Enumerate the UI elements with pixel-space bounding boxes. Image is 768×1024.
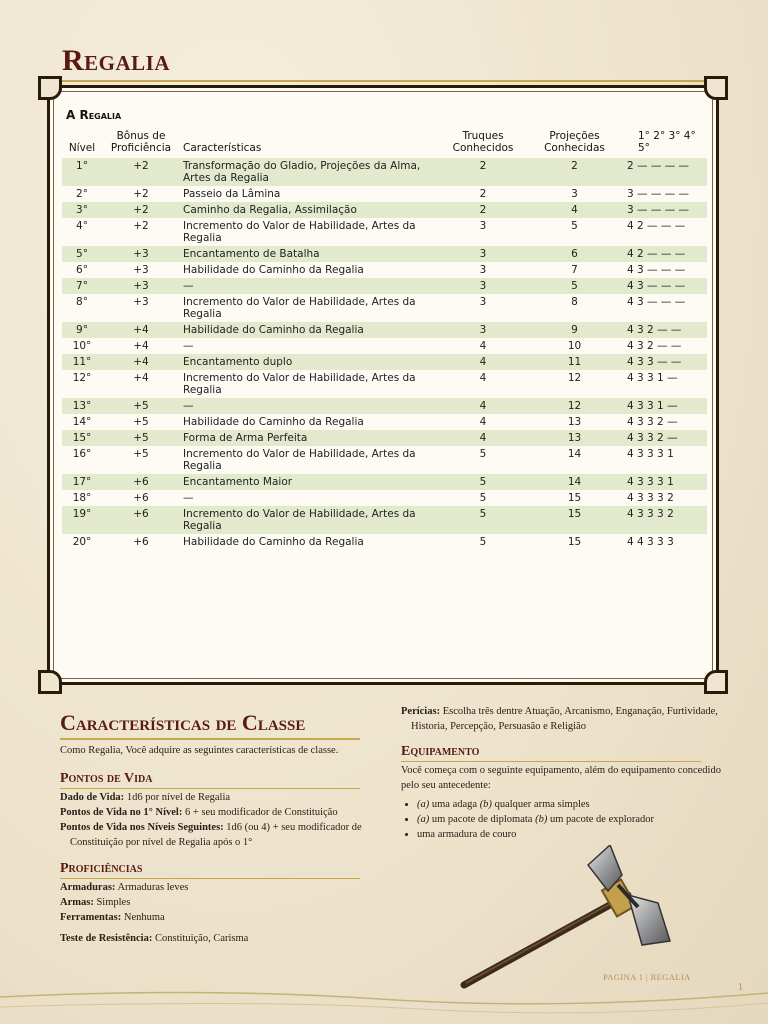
spell-slots-cell: 4 2 — — — [627, 220, 686, 232]
features-cell: Encantamento duplo [180, 354, 441, 370]
proficiency-bonus-cell: +2 [102, 158, 180, 186]
cantrips-known-cell: 5 [441, 506, 525, 534]
spell-slots-cell: 4 3 3 3 1 [624, 474, 707, 490]
spells-known-cell: 12 [525, 398, 624, 414]
spell-slots-cell: 3 — — — — [624, 202, 707, 218]
level-cell: 10° [72, 340, 92, 352]
left-column [60, 708, 370, 946]
hit-points-list [60, 790, 370, 850]
proficiency-bonus-cell: +5 [102, 398, 180, 414]
table-row [62, 370, 707, 398]
proficiency-bonus-cell: +3 [133, 296, 149, 308]
level-cell: 9° [62, 322, 102, 338]
features-cell: Transformação do Gladio, Projeções da Alma, Artes da Regalia [180, 158, 441, 186]
table-row [62, 294, 707, 322]
cantrips-known-cell: 4 [479, 416, 487, 428]
spell-slots-cell: 4 3 3 1 — [627, 372, 678, 384]
spells-known-cell: 15 [567, 492, 582, 504]
level-cell: 18° [72, 492, 92, 504]
features-cell: Caminho da Regalia, Assimilação [180, 202, 441, 218]
hit-dice-line: Dado de Vida: 1d6 por nível de Regalia [60, 792, 231, 803]
cantrips-known-cell: 4 [479, 372, 487, 384]
hit-points-first-level-line: Pontos de Vida no 1° Nível: 6 + seu modificador de Constituição [60, 807, 338, 818]
features-cell: — [183, 340, 194, 352]
class-features-intro: Como Regalia, Você adquire as seguintes características de classe. [60, 745, 339, 756]
level-cell: 7° [62, 278, 102, 294]
proficiency-bonus-cell: +3 [102, 246, 180, 262]
table-row [62, 534, 707, 550]
spell-slots-cell: 4 3 3 2 — [624, 430, 707, 446]
level-cell: 19° [62, 506, 102, 534]
spell-slots-cell: 3 — — — — [627, 188, 690, 200]
right-column [401, 704, 721, 842]
features-cell: Incremento do Valor de Habilidade, Artes da Regalia [183, 220, 416, 244]
features-cell: — [180, 398, 441, 414]
hit-points-heading: Pontos de Vida [60, 771, 153, 786]
spell-slots-cell: 4 4 3 3 3 [627, 536, 674, 548]
header-spell-slots: 1° 2° 3° 4° 5° [638, 130, 696, 154]
frame-corner-ornament [38, 670, 62, 694]
page-footer: PAGINA 1 | REGALIA [603, 972, 691, 982]
cantrips-known-cell: 4 [441, 354, 525, 370]
table-row [62, 506, 707, 534]
level-cell: 20° [72, 536, 92, 548]
level-cell: 15° [62, 430, 102, 446]
level-cell: 13° [62, 398, 102, 414]
proficiency-bonus-cell: +4 [102, 322, 180, 338]
level-cell: 5° [62, 246, 102, 262]
spell-slots-cell: 4 3 2 — — [627, 340, 682, 352]
spells-known-cell: 15 [567, 536, 582, 548]
spells-known-cell: 5 [525, 278, 624, 294]
level-cell: 14° [72, 416, 92, 428]
skills-line: Perícias: Escolha três dentre Atuação, Arcanismo, Enganação, Furtividade, Historia, Percepção, Persuasão e Religião [401, 706, 718, 732]
features-cell: Habilidade do Caminho da Regalia [180, 322, 441, 338]
spell-slots-cell: 4 3 3 3 1 [627, 448, 674, 460]
features-cell: Incremento do Valor de Habilidade, Artes da Regalia [183, 372, 416, 396]
spells-known-cell: 6 [525, 246, 624, 262]
proficiency-bonus-cell: +6 [102, 506, 180, 534]
spell-slots-cell: 2 — — — — [624, 158, 707, 186]
table-row [62, 262, 707, 278]
table-row [62, 202, 707, 218]
regalia-table-frame [47, 85, 719, 685]
header-features: Características [183, 142, 262, 154]
cantrips-known-cell: 3 [441, 278, 525, 294]
spell-slots-cell: 4 3 2 — — [624, 322, 707, 338]
subsection-divider [401, 761, 701, 762]
cantrips-known-cell: 2 [441, 158, 525, 186]
spells-known-cell: 14 [525, 474, 624, 490]
table-row [62, 322, 707, 338]
page-title: Regalia [62, 44, 171, 77]
cantrips-known-cell: 3 [479, 220, 487, 232]
frame-corner-ornament [704, 76, 728, 100]
cantrips-known-cell: 2 [441, 202, 525, 218]
equipment-item: • uma armadura de couro [417, 827, 721, 842]
spell-slots-cell: 4 3 — — — [624, 278, 707, 294]
spells-known-cell: 15 [525, 506, 624, 534]
proficiency-bonus-cell: +6 [102, 474, 180, 490]
features-cell: Incremento do Valor de Habilidade, Artes da Regalia [183, 448, 416, 472]
proficiency-bonus-cell: +3 [102, 278, 180, 294]
proficiency-bonus-cell: +2 [102, 202, 180, 218]
class-features-heading: Características de Classe [60, 710, 306, 735]
level-cell: 17° [62, 474, 102, 490]
spells-known-cell: 2 [525, 158, 624, 186]
spells-known-cell: 10 [567, 340, 582, 352]
cantrips-known-cell: 4 [441, 430, 525, 446]
proficiency-bonus-cell: +6 [133, 536, 149, 548]
proficiency-bonus-cell: +4 [133, 340, 149, 352]
cantrips-known-cell: 5 [479, 492, 487, 504]
features-cell: Forma de Arma Perfeita [180, 430, 441, 446]
table-row [62, 354, 707, 370]
level-cell: 3° [62, 202, 102, 218]
weapons-line: Armas: Simples [60, 897, 131, 908]
cantrips-known-cell: 4 [441, 398, 525, 414]
level-cell: 8° [76, 296, 88, 308]
tools-line: Ferramentas: Nenhuma [60, 912, 165, 923]
level-cell: 6° [76, 264, 88, 276]
level-cell: 16° [72, 448, 92, 460]
table-row [62, 278, 707, 294]
table-row [62, 430, 707, 446]
spell-slots-cell: 4 2 — — — [624, 246, 707, 262]
spell-slots-cell: 4 3 3 1 — [624, 398, 707, 414]
features-cell: Passeio da Lâmina [183, 188, 281, 200]
spells-known-cell: 7 [571, 264, 578, 276]
level-cell: 2° [76, 188, 88, 200]
hit-points-higher-levels-line: Pontos de Vida nos Níveis Seguintes: 1d6 (ou 4) + seu modificador de Constituição por nível de Regalia após o 1° [60, 822, 362, 848]
page-bottom-ornament [0, 985, 768, 1024]
class-progression-table [62, 130, 707, 550]
features-cell: Encantamento de Batalha [180, 246, 441, 262]
proficiency-bonus-cell: +4 [133, 372, 149, 384]
cantrips-known-cell: 3 [441, 246, 525, 262]
page-number: 1 [738, 982, 743, 993]
features-cell: Habilidade do Caminho da Regalia [183, 264, 364, 276]
features-cell: Incremento do Valor de Habilidade, Artes da Regalia [183, 296, 416, 320]
table-row [62, 474, 707, 490]
level-cell: 12° [72, 372, 92, 384]
saving-throws-line: Teste de Resistência: Constituição, Carisma [60, 933, 249, 944]
spells-known-cell: 5 [571, 220, 578, 232]
cantrips-known-cell: 2 [479, 188, 487, 200]
proficiency-bonus-cell: +5 [133, 448, 149, 460]
spells-known-cell: 13 [525, 430, 624, 446]
table-row [62, 186, 707, 202]
header-spells-known: Projeções Conhecidas [544, 130, 605, 154]
spell-slots-cell: 4 3 3 2 — [627, 416, 678, 428]
spell-slots-cell: 4 3 3 3 2 [627, 492, 674, 504]
cantrips-known-cell: 5 [441, 474, 525, 490]
spells-known-cell: 14 [567, 448, 582, 460]
table-header-row [62, 130, 707, 158]
table-row [62, 446, 707, 474]
section-divider [60, 738, 360, 740]
proficiency-bonus-cell: +2 [133, 188, 149, 200]
proficiency-bonus-cell: +4 [102, 354, 180, 370]
spells-known-cell: 4 [525, 202, 624, 218]
battle-axe-illustration [458, 845, 678, 993]
table-body [62, 158, 707, 550]
cantrips-known-cell: 5 [479, 448, 487, 460]
features-cell: Habilidade do Caminho da Regalia [183, 416, 364, 428]
table-row [62, 414, 707, 430]
spells-known-cell: 11 [525, 354, 624, 370]
frame-corner-ornament [38, 76, 62, 100]
spells-known-cell: 12 [567, 372, 582, 384]
equipment-heading: Equipamento [401, 744, 480, 759]
spell-slots-cell: 4 3 3 — — [624, 354, 707, 370]
subsection-divider [60, 788, 360, 789]
proficiency-bonus-cell: +5 [133, 416, 149, 428]
spells-known-cell: 3 [571, 188, 578, 200]
spells-known-cell: 8 [571, 296, 578, 308]
table-caption: A Regalia [66, 108, 122, 122]
equipment-item: • (a) um pacote de diplomata (b) um pacote de explorador [417, 812, 721, 827]
proficiency-bonus-cell: +3 [133, 264, 149, 276]
features-cell: Encantamento Maior [180, 474, 441, 490]
cantrips-known-cell: 3 [441, 322, 525, 338]
proficiency-bonus-cell: +2 [133, 220, 149, 232]
table-row [62, 338, 707, 354]
features-cell: Habilidade do Caminho da Regalia [183, 536, 364, 548]
spell-slots-cell: 4 3 3 3 2 [624, 506, 707, 534]
proficiencies-heading: Proficiências [60, 861, 143, 876]
spells-known-cell: 13 [567, 416, 582, 428]
features-cell: Incremento do Valor de Habilidade, Artes da Regalia [180, 506, 441, 534]
proficiencies-list [60, 880, 370, 946]
spell-slots-cell: 4 3 — — — [627, 296, 686, 308]
cantrips-known-cell: 4 [479, 340, 487, 352]
frame-corner-ornament [704, 670, 728, 694]
features-cell: — [180, 278, 441, 294]
header-level: Nível [68, 142, 96, 154]
equipment-item: • (a) uma adaga (b) qualquer arma simples [417, 797, 721, 812]
title-divider [62, 80, 717, 82]
table-row [62, 246, 707, 262]
level-cell: 1° [62, 158, 102, 186]
header-proficiency: Bônus de Proficiência [110, 130, 172, 154]
spells-known-cell: 9 [525, 322, 624, 338]
table-row [62, 218, 707, 246]
equipment-list [401, 797, 721, 842]
proficiency-bonus-cell: +5 [102, 430, 180, 446]
cantrips-known-cell: 3 [479, 296, 487, 308]
table-row [62, 158, 707, 186]
header-cantrips: Truques Conhecidos [452, 130, 514, 154]
features-cell: — [183, 492, 194, 504]
table-row [62, 490, 707, 506]
cantrips-known-cell: 3 [479, 264, 487, 276]
spell-slots-cell: 4 3 — — — [627, 264, 686, 276]
proficiency-bonus-cell: +6 [133, 492, 149, 504]
table-row [62, 398, 707, 414]
level-cell: 4° [76, 220, 88, 232]
subsection-divider [60, 878, 360, 879]
equipment-intro: Você começa com o seguinte equipamento, além do equipamento concedido pelo seu antecedente: [401, 765, 721, 791]
level-cell: 11° [62, 354, 102, 370]
armor-line: Armaduras: Armaduras leves [60, 882, 189, 893]
cantrips-known-cell: 5 [479, 536, 487, 548]
